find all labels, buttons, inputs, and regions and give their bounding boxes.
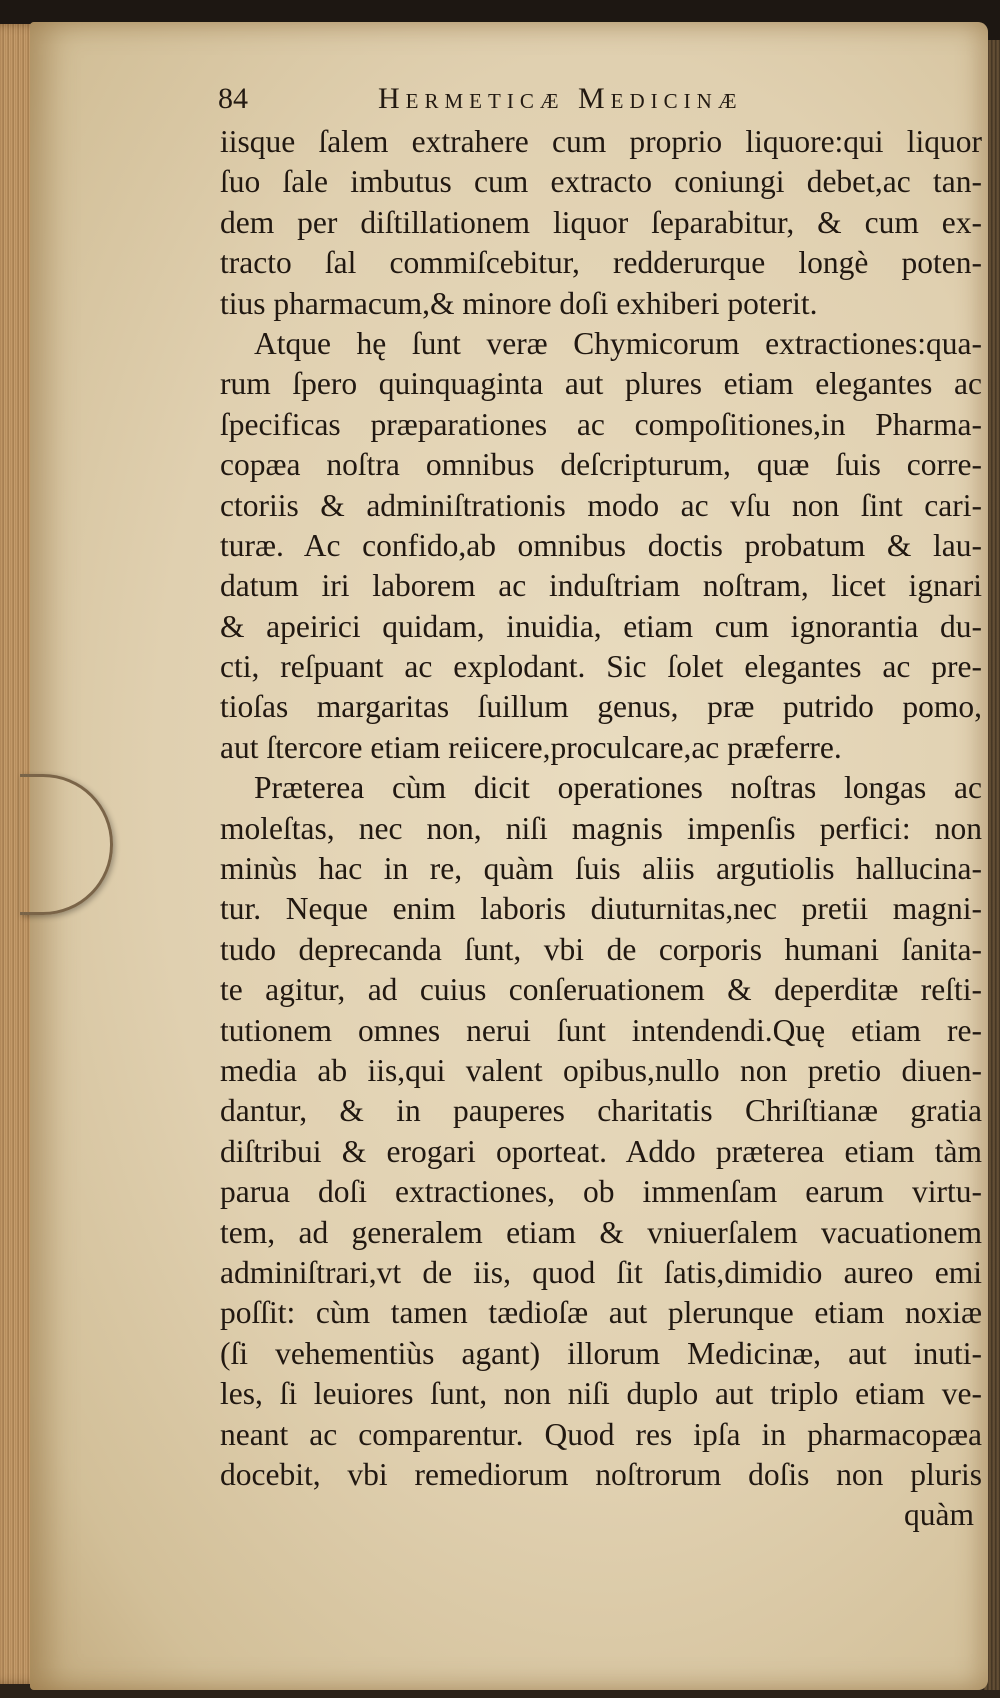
text-line: dantur, & in pauperes charitatis Chriſtianæ gratia bbox=[220, 1093, 982, 1129]
body-text bbox=[220, 122, 982, 1535]
text-line: tius pharmacum,& minore doſi exhiberi poterit. bbox=[220, 285, 818, 321]
text-line: minùs hac in re, quàm ſuis aliis argutiolis hallucina- bbox=[220, 851, 982, 887]
catchword: quàm bbox=[904, 1497, 974, 1533]
text-line: tutionem omnes nerui ſunt intendendi.Quę etiam re- bbox=[220, 1012, 982, 1048]
text-line: moleſtas, nec non, niſi magnis impenſis perfici: non bbox=[220, 810, 982, 846]
text-line: Præterea cùm dicit operationes noſtras longas ac bbox=[254, 770, 982, 806]
text-line: rum ſpero quinquaginta aut plures etiam elegantes ac bbox=[220, 366, 982, 402]
text-line: les, ſi leuiores ſunt, non niſi duplo aut triplo etiam ve- bbox=[220, 1376, 982, 1412]
text-line: cti, reſpuant ac explodant. Sic ſolet elegantes ac pre- bbox=[220, 649, 982, 685]
text-line: tem, ad generalem etiam & vniuerſalem vacuationem bbox=[220, 1214, 982, 1250]
text-line: aut ſtercore etiam reiicere,proculcare,ac præferre. bbox=[220, 729, 842, 765]
text-line: diſtribui & erogari oporteat. Addo præterea etiam tàm bbox=[220, 1133, 982, 1169]
text-line: (ſi vehementiùs agant) illorum Medicinæ, aut inuti- bbox=[220, 1335, 982, 1371]
text-line: parua doſi extractiones, ob immenſam earum virtu- bbox=[220, 1174, 982, 1210]
page-clip-mark bbox=[20, 774, 113, 915]
text-line: docebit, vbi remediorum noſtrorum doſis non pluris bbox=[220, 1456, 982, 1492]
text-line: poſſit: cùm tamen tædioſæ aut plerunque etiam noxiæ bbox=[220, 1295, 982, 1331]
text-line: Atque hę ſunt veræ Chymicorum extractiones:qua- bbox=[254, 325, 982, 361]
running-title: Hermeticæ Medicinæ bbox=[378, 82, 743, 115]
text-line: & apeirici quidam, inuidia, etiam cum ignorantia du- bbox=[220, 608, 982, 644]
text-line: neant ac comparentur. Quod res ipſa in pharmacopæa bbox=[220, 1416, 982, 1452]
text-line: ctoriis & adminiſtrationis modo ac vſu non ſint cari- bbox=[220, 487, 982, 523]
text-line: iisque ſalem extrahere cum proprio liquore:qui liquor bbox=[220, 124, 982, 159]
text-line: copæa noſtra omnibus deſcripturum, quæ ſuis corre- bbox=[220, 447, 982, 483]
text-line: tudo deprecanda ſunt, vbi de corporis humani ſanita- bbox=[220, 931, 982, 967]
running-head bbox=[218, 78, 938, 118]
text-line: tur. Neque enim laboris diuturnitas,nec pretii magni- bbox=[220, 891, 982, 927]
text-line: te agitur, ad cuius conſeruationem & deperditæ reſti- bbox=[220, 972, 982, 1008]
text-line: datum iri laborem ac induſtriam noſtram, licet ignari bbox=[220, 568, 982, 604]
text-line: tracto ſal commiſcebitur, redderurque longè poten- bbox=[220, 245, 982, 281]
text-line: adminiſtrari,vt de iis, quod ſit ſatis,dimidio aureo emi bbox=[220, 1254, 982, 1290]
text-line: ſpecificas præparationes ac compoſitiones,in Pharma- bbox=[220, 406, 982, 442]
text-line: media ab iis,qui valent opibus,nullo non pretio diuen- bbox=[220, 1052, 982, 1088]
text-line: ſuo ſale imbutus cum extracto coniungi debet,ac tan- bbox=[220, 164, 982, 200]
text-line: turæ. Ac confido,ab omnibus doctis probatum & lau- bbox=[220, 527, 982, 563]
text-line: dem per diſtillationem liquor ſeparabitur, & cum ex- bbox=[220, 204, 982, 240]
page-number: 84 bbox=[218, 82, 248, 115]
text-line: tioſas margaritas ſuillum genus, præ putrido pomo, bbox=[220, 689, 982, 725]
